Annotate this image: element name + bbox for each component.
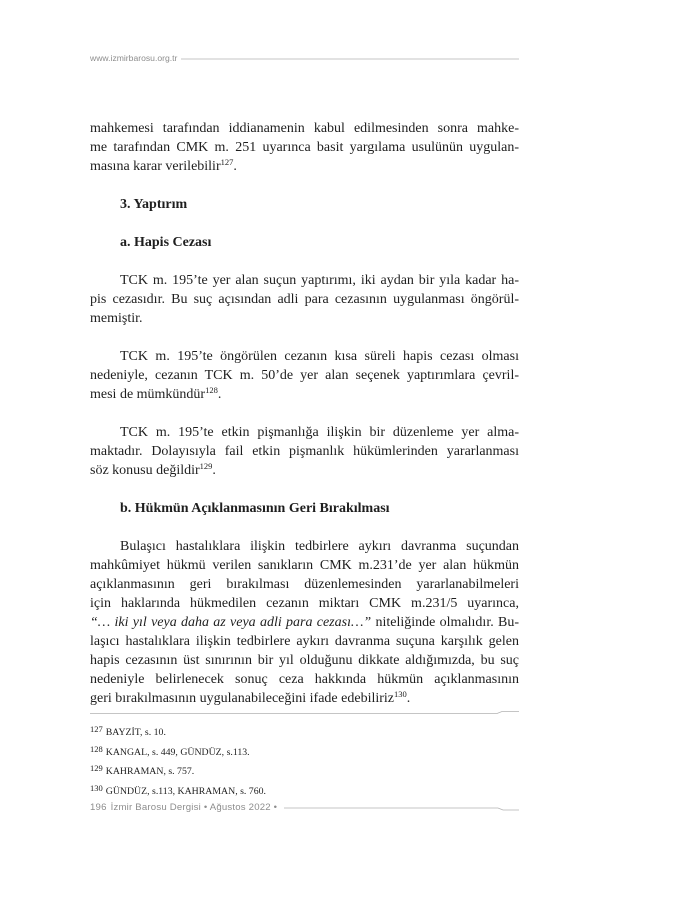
footnote-ref: 130 [394, 689, 407, 699]
footnote [90, 723, 519, 743]
subsection-heading: a. Hapis Cezası [120, 235, 212, 250]
subsection-heading: b. Hükmün Açıklanmasının Geri Bırakılması [120, 501, 390, 516]
body-line: nedeniyle belirlenecek sonuç ceza hakkında hükmün açıklanmasının [90, 672, 519, 687]
body-line-end: . [233, 159, 237, 174]
body-line: hapis cezasının üst sınırının bir yıl olduğunu dikkate aldığımızda, bu suç [90, 653, 519, 668]
footnote-number: 128 [90, 743, 103, 754]
footnote-number: 129 [90, 763, 103, 774]
body-line [90, 157, 519, 176]
body-line: için haklarında hükmedilen cezanın miktarı CMK m.231/5 uyarınca, [90, 596, 519, 611]
body-line-text: mesi de mümkündür [90, 387, 206, 402]
paragraph [90, 347, 519, 404]
paragraph [90, 537, 519, 708]
page-number: 196 [90, 802, 107, 813]
footnote [90, 762, 519, 782]
footer [90, 803, 277, 813]
paragraph [90, 423, 519, 480]
body-line: mahkemesi tarafından iddianamenin kabul edilmesinden sonra mahke- [90, 121, 519, 136]
body-line: açıklanmasının geri bırakılması düzenlemesinden yararlanabilmeleri [90, 577, 519, 592]
paragraph-continued [90, 119, 519, 176]
body-line: Bulaşıcı hastalıklara ilişkin tedbirlere aykırı davranma suçundan [120, 539, 519, 554]
footnote-ref: 128 [205, 385, 218, 395]
paragraph [90, 271, 519, 328]
body-line: laşıcı hastalıklara ilişkin tedbirlere aykırı davranma suçuna karşılık gelen [90, 634, 519, 649]
footnote-ref: 129 [199, 461, 213, 471]
header-site-url: www.izmirbarosu.org.tr [90, 53, 178, 63]
body-line: TCK m. 195’te etkin pişmanlığa ilişkin bir düzenleme yer alma- [120, 425, 519, 440]
body-line: TCK m. 195’te yer alan suçun yaptırımı, iki aydan bir yıla kadar ha- [120, 273, 519, 288]
article-body [90, 119, 519, 727]
body-line: nedeniyle, cezanın TCK m. 50’de yer alan seçenek yaptırımlara çevril- [90, 368, 519, 383]
footnotes [90, 723, 519, 802]
body-line-text: niteliğinde olmalıdır. Bu- [375, 615, 519, 630]
body-line: me tarafından CMK m. 251 uyarınca basit yargılama usulünün uygulan- [90, 140, 519, 155]
footnote-number: 130 [90, 783, 103, 794]
footnote-text: KAHRAMAN, s. 757. [105, 766, 195, 778]
section-heading: 3. Yaptırım [120, 197, 188, 212]
footnote-text: KANGAL, s. 449, GÜNDÜZ, s.113. [105, 746, 250, 758]
body-line-text: söz konusu değildir [90, 463, 200, 478]
body-line [90, 461, 519, 480]
body-line-text: masına karar verilebilir [90, 159, 221, 174]
body-line-end: . [406, 691, 411, 706]
body-line-text: geri bırakılmasının uygulanabileceğini ifade edebiliriz [90, 691, 395, 706]
body-line-end: . [212, 463, 216, 478]
footnote [90, 743, 519, 763]
footnote-text: GÜNDÜZ, s.113, KAHRAMAN, s. 760. [105, 786, 266, 798]
journal-issue: İzmir Barosu Dergisi • Ağustos 2022 • [110, 802, 278, 813]
footnote [90, 782, 519, 802]
footnote-ref: 127 [220, 157, 234, 167]
body-line [90, 689, 519, 708]
body-line: maktadır. Dolayısıyla fail etkin pişmanlık hükümlerinden yararlanması [90, 444, 519, 459]
body-line [90, 613, 519, 632]
footnote-text: BAYZİT, s. 10. [105, 727, 166, 738]
body-line: mahkûmiyet hükmü verilen sanıkların CMK m.231’de yer alan hükmün [90, 558, 519, 573]
body-line [90, 385, 519, 404]
body-line: TCK m. 195’te öngörülen cezanın kısa süreli hapis cezası olması [120, 349, 519, 364]
footer-rule [284, 808, 519, 810]
body-line: memiştir. [90, 311, 143, 326]
body-line: pis cezasıdır. Bu suç açısından adli para cezasının uygulanması öngörül- [90, 292, 519, 307]
footnote-number: 127 [90, 724, 103, 734]
quoted-text: “… iki yıl veya daha az veya adli para cezası…” [90, 615, 372, 630]
body-line-end: . [217, 387, 222, 402]
